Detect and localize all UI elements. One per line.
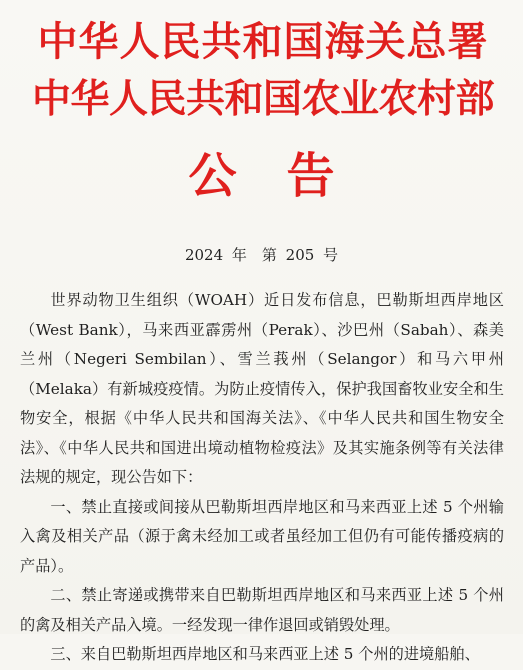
paragraph-intro: 世界动物卫生组织（WOAH）近日发布信息，巴勒斯坦西岸地区（West Bank），马来西亚霹雳州（Perak）、沙巴州（Sabah）、森美兰州（Negeri Sembilan）、雪兰莪州（Selangor）和马六甲州（Melaka）有新城疫疫情。为防止疫情传入，保护我国畜牧业安全和生物安全，根据《中华人民共和国海关法》、《中华人民共和国生物安全法》、《中华人民共和国进出境动植物检疫法》及其实施条例等有关法律法规的规定，现公告如下： (20, 291, 504, 486)
paragraph-item-1: 一、禁止直接或间接从巴勒斯坦西岸地区和马来西亚上述 5 个州输入禽及相关产品（源于禽未经加工或者虽经加工但仍有可能传播疫病的产品）。 (20, 497, 504, 575)
notice-body (20, 286, 504, 670)
issuer-agriculture: 中华人民共和国农业农村部 (31, 77, 494, 122)
notice-title: 公告 (188, 148, 385, 204)
paragraph-item-3: 三、来自巴勒斯坦西岸地区和马来西亚上述 5 个州的进境船舶、 (50, 645, 480, 663)
document-number: 2024 年 第 205 号 (184, 246, 339, 264)
paragraph-item-2: 二、禁止寄递或携带来自巴勒斯坦西岸地区和马来西亚上述 5 个州的禽及相关产品入境。一经发现一律作退回或销毁处理。 (20, 586, 504, 634)
issuer-customs: 中华人民共和国海关总署 (37, 19, 489, 65)
